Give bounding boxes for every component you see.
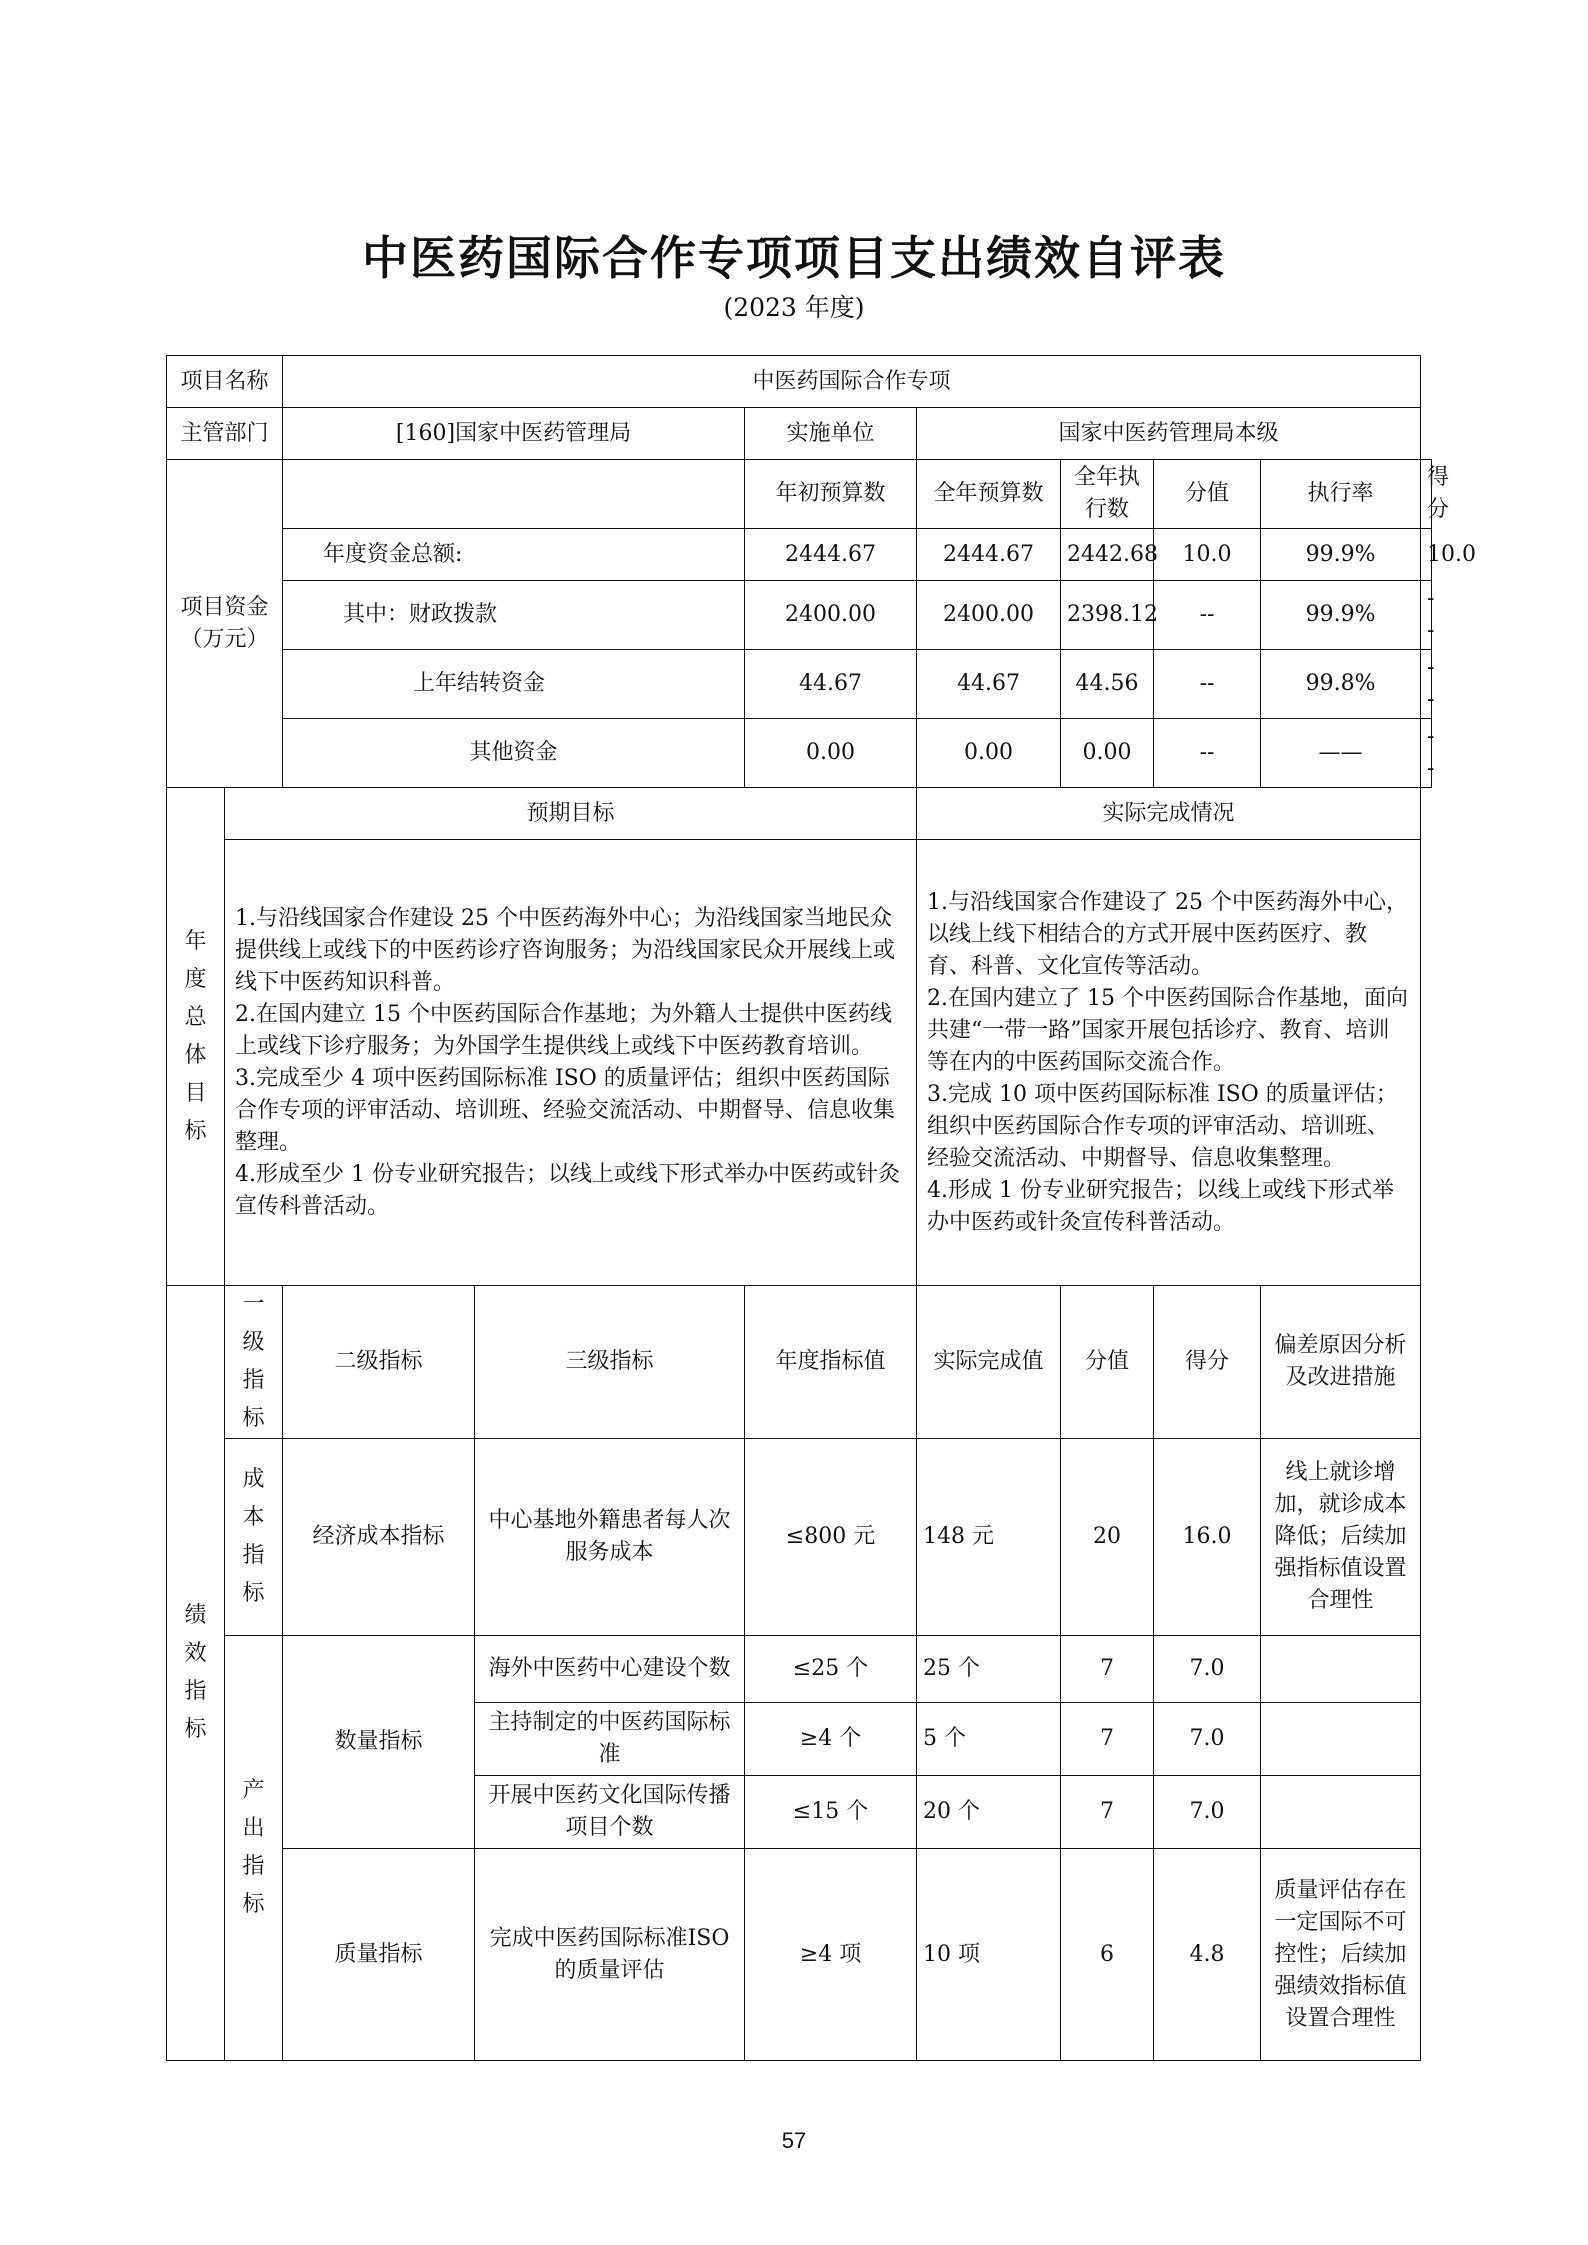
quantity-score-value: 7 [1061, 1636, 1154, 1703]
indicator-header: 年度指标值 [745, 1286, 917, 1439]
expected-goal-item: 2.在国内建立 15 个中医药国际合作基地；为外籍人士提供中医药线上或线下诊疗服务；为外国学生提供线上或线下中医药教育培训。 [235, 1001, 892, 1059]
performance-table [166, 355, 1477, 2061]
goals-header-row [167, 788, 1432, 840]
quantity-level2: 数量指标 [283, 1636, 475, 1849]
quantity-level3: 海外中医药中心建设个数 [475, 1636, 745, 1703]
output-level1 [225, 1636, 283, 2061]
funds-row [167, 581, 1432, 650]
actual-goals [917, 840, 1421, 1286]
funds-cell: 0.00 [917, 719, 1061, 788]
quantity-level3: 开展中医药文化国际传播项目个数 [475, 1776, 745, 1849]
document-title: 中医药国际合作专项项目支出绩效自评表 [362, 231, 1226, 285]
funds-row [167, 529, 1432, 581]
funds-cell: 99.9% [1261, 581, 1421, 650]
indicator-header-level1 [225, 1286, 283, 1439]
funds-cell: 2400.00 [745, 581, 917, 650]
funds-header: 执行率 [1261, 460, 1421, 529]
funds-cell: 10.0 [1154, 529, 1261, 581]
funds-cell: 44.56 [1061, 650, 1154, 719]
quality-level2: 质量指标 [283, 1849, 475, 2061]
indicators-label [167, 1286, 225, 2061]
quantity-score-value: 7 [1061, 1703, 1154, 1776]
funds-cell: 0.00 [1061, 719, 1154, 788]
indicator-row-quality [167, 1849, 1432, 2061]
quantity-target: ≤25 个 [745, 1636, 917, 1703]
quantity-level3: 主持制定的中医药国际标准 [475, 1703, 745, 1776]
funds-header-row [167, 460, 1432, 529]
funds-cell: -- [1154, 581, 1261, 650]
dept-row [167, 408, 1432, 460]
funds-header: 年初预算数 [745, 460, 917, 529]
project-name-row [167, 356, 1432, 408]
funds-row [167, 719, 1432, 788]
project-name-value: 中医药国际合作专项 [283, 356, 1421, 408]
funds-cell: 10.0 [1421, 529, 1432, 581]
indicator-header: 三级指标 [475, 1286, 745, 1439]
quantity-score: 7.0 [1154, 1776, 1261, 1849]
project-name-label: 项目名称 [167, 356, 283, 408]
funds-row-label: 年度资金总额: [283, 529, 745, 581]
actual-goal-header: 实际完成情况 [917, 788, 1421, 840]
indicator-row-quantity [167, 1636, 1432, 1703]
actual-goal-item: 1.与沿线国家合作建设了 25 个中医药海外中心，以线上线下相结合的方式开展中医药医疗、教育、科普、文化宣传等活动。 [927, 889, 1408, 979]
quantity-note [1261, 1636, 1421, 1703]
funds-header: 全年执行数 [1061, 460, 1154, 529]
quantity-actual: 5 个 [917, 1703, 1061, 1776]
quantity-target: ≤15 个 [745, 1776, 917, 1849]
indicator-header-level1-text: 一 级 指 标 [242, 1292, 265, 1431]
funds-cell: 44.67 [745, 650, 917, 719]
actual-goal-item: 2.在国内建立了 15 个中医药国际合作基地，面向共建“一带一路”国家开展包括诊疗、教育、培训等在内的中医药国际交流合作。 [927, 985, 1408, 1075]
cost-score-value: 20 [1061, 1439, 1154, 1636]
dept-value: [160]国家中医药管理局 [283, 408, 745, 460]
cost-level1 [225, 1439, 283, 1636]
funds-header: 全年预算数 [917, 460, 1061, 529]
cost-level2: 经济成本指标 [283, 1439, 475, 1636]
funds-cell: -- [1421, 650, 1432, 719]
cost-level3: 中心基地外籍患者每人次服务成本 [475, 1439, 745, 1636]
cost-target: ≤800 元 [745, 1439, 917, 1636]
quality-note: 质量评估存在一定国际不可控性；后续加强绩效指标值设置合理性 [1261, 1849, 1421, 2061]
quantity-note [1261, 1703, 1421, 1776]
funds-header-blank [283, 460, 745, 529]
funds-cell: 2400.00 [917, 581, 1061, 650]
indicator-header: 实际完成值 [917, 1286, 1061, 1439]
goals-label-text: 年 度 总 体 目 标 [184, 928, 207, 1144]
cost-level1-text: 成 本 指 标 [242, 1467, 265, 1606]
quantity-target: ≥4 个 [745, 1703, 917, 1776]
quality-level3: 完成中医药国际标准ISO 的质量评估 [475, 1849, 745, 2061]
quantity-score: 7.0 [1154, 1703, 1261, 1776]
page-number: 57 [781, 2128, 807, 2153]
funds-cell: 99.8% [1261, 650, 1421, 719]
indicators-label-text: 绩 效 指 标 [184, 1603, 207, 1742]
expected-goal-item: 1.与沿线国家合作建设 25 个中医药海外中心；为沿线国家当地民众提供线上或线下的中医药诊疗咨询服务；为沿线国家民众开展线上或线下中医药知识科普。 [235, 905, 896, 995]
indicator-header: 得分 [1154, 1286, 1261, 1439]
indicator-header: 偏差原因分析及改进措施 [1261, 1286, 1421, 1439]
expected-goal-header: 预期目标 [225, 788, 917, 840]
quantity-note [1261, 1776, 1421, 1849]
funds-cell: -- [1421, 581, 1432, 650]
cost-score: 16.0 [1154, 1439, 1261, 1636]
unit-label: 实施单位 [745, 408, 917, 460]
funds-row-label: 其中：财政拨款 [283, 581, 745, 650]
funds-row [167, 650, 1432, 719]
dept-label: 主管部门 [167, 408, 283, 460]
funds-header: 分值 [1154, 460, 1261, 529]
expected-goal-item: 3.完成至少 4 项中医药国际标准 ISO 的质量评估；组织中医药国际合作专项的评审活动、培训班、经验交流活动、中期督导、信息收集整理。 [235, 1065, 896, 1155]
funds-header: 得分 [1421, 460, 1432, 529]
funds-cell: 44.67 [917, 650, 1061, 719]
quality-actual: 10 项 [917, 1849, 1061, 2061]
actual-goal-item: 4.形成 1 份专业研究报告；以线上或线下形式举办中医药或针灸宣传科普活动。 [927, 1177, 1394, 1235]
indicator-header-row [167, 1286, 1432, 1439]
funds-cell: 2444.67 [917, 529, 1061, 581]
quantity-score: 7.0 [1154, 1636, 1261, 1703]
funds-cell: -- [1154, 650, 1261, 719]
funds-cell: 2442.68 [1061, 529, 1154, 581]
quality-score: 4.8 [1154, 1849, 1261, 2061]
funds-cell: 0.00 [745, 719, 917, 788]
cost-actual: 148 元 [917, 1439, 1061, 1636]
goals-content-row [167, 840, 1432, 1286]
unit-value: 国家中医药管理局本级 [917, 408, 1421, 460]
actual-goal-item: 3.完成 10 项中医药国际标准 ISO 的质量评估；组织中医药国际合作专项的评审活动、培训班、经验交流活动、中期督导、信息收集整理。 [927, 1081, 1398, 1171]
funds-label: 项目资金（万元） [167, 460, 283, 788]
funds-cell: 99.9% [1261, 529, 1421, 581]
expected-goals [225, 840, 917, 1286]
goals-label [167, 788, 225, 1286]
funds-cell: 2444.67 [745, 529, 917, 581]
expected-goal-item: 4.形成至少 1 份专业研究报告；以线上或线下形式举办中医药或针灸宣传科普活动。 [235, 1161, 900, 1219]
funds-cell: 2398.12 [1061, 581, 1154, 650]
cost-note: 线上就诊增加，就诊成本降低；后续加强指标值设置合理性 [1261, 1439, 1421, 1636]
funds-row-label: 上年结转资金 [283, 650, 745, 719]
indicator-row-cost [167, 1439, 1432, 1636]
quantity-actual: 20 个 [917, 1776, 1061, 1849]
funds-cell: -- [1421, 719, 1432, 788]
funds-cell: —— [1261, 719, 1421, 788]
output-level1-text: 产 出 指 标 [242, 1778, 265, 1917]
quality-score-value: 6 [1061, 1849, 1154, 2061]
quantity-score-value: 7 [1061, 1776, 1154, 1849]
quantity-actual: 25 个 [917, 1636, 1061, 1703]
funds-cell: -- [1154, 719, 1261, 788]
indicator-header: 分值 [1061, 1286, 1154, 1439]
indicator-header: 二级指标 [283, 1286, 475, 1439]
funds-row-label: 其他资金 [283, 719, 745, 788]
document-subtitle: (2023 年度) [723, 293, 865, 322]
quality-target: ≥4 项 [745, 1849, 917, 2061]
